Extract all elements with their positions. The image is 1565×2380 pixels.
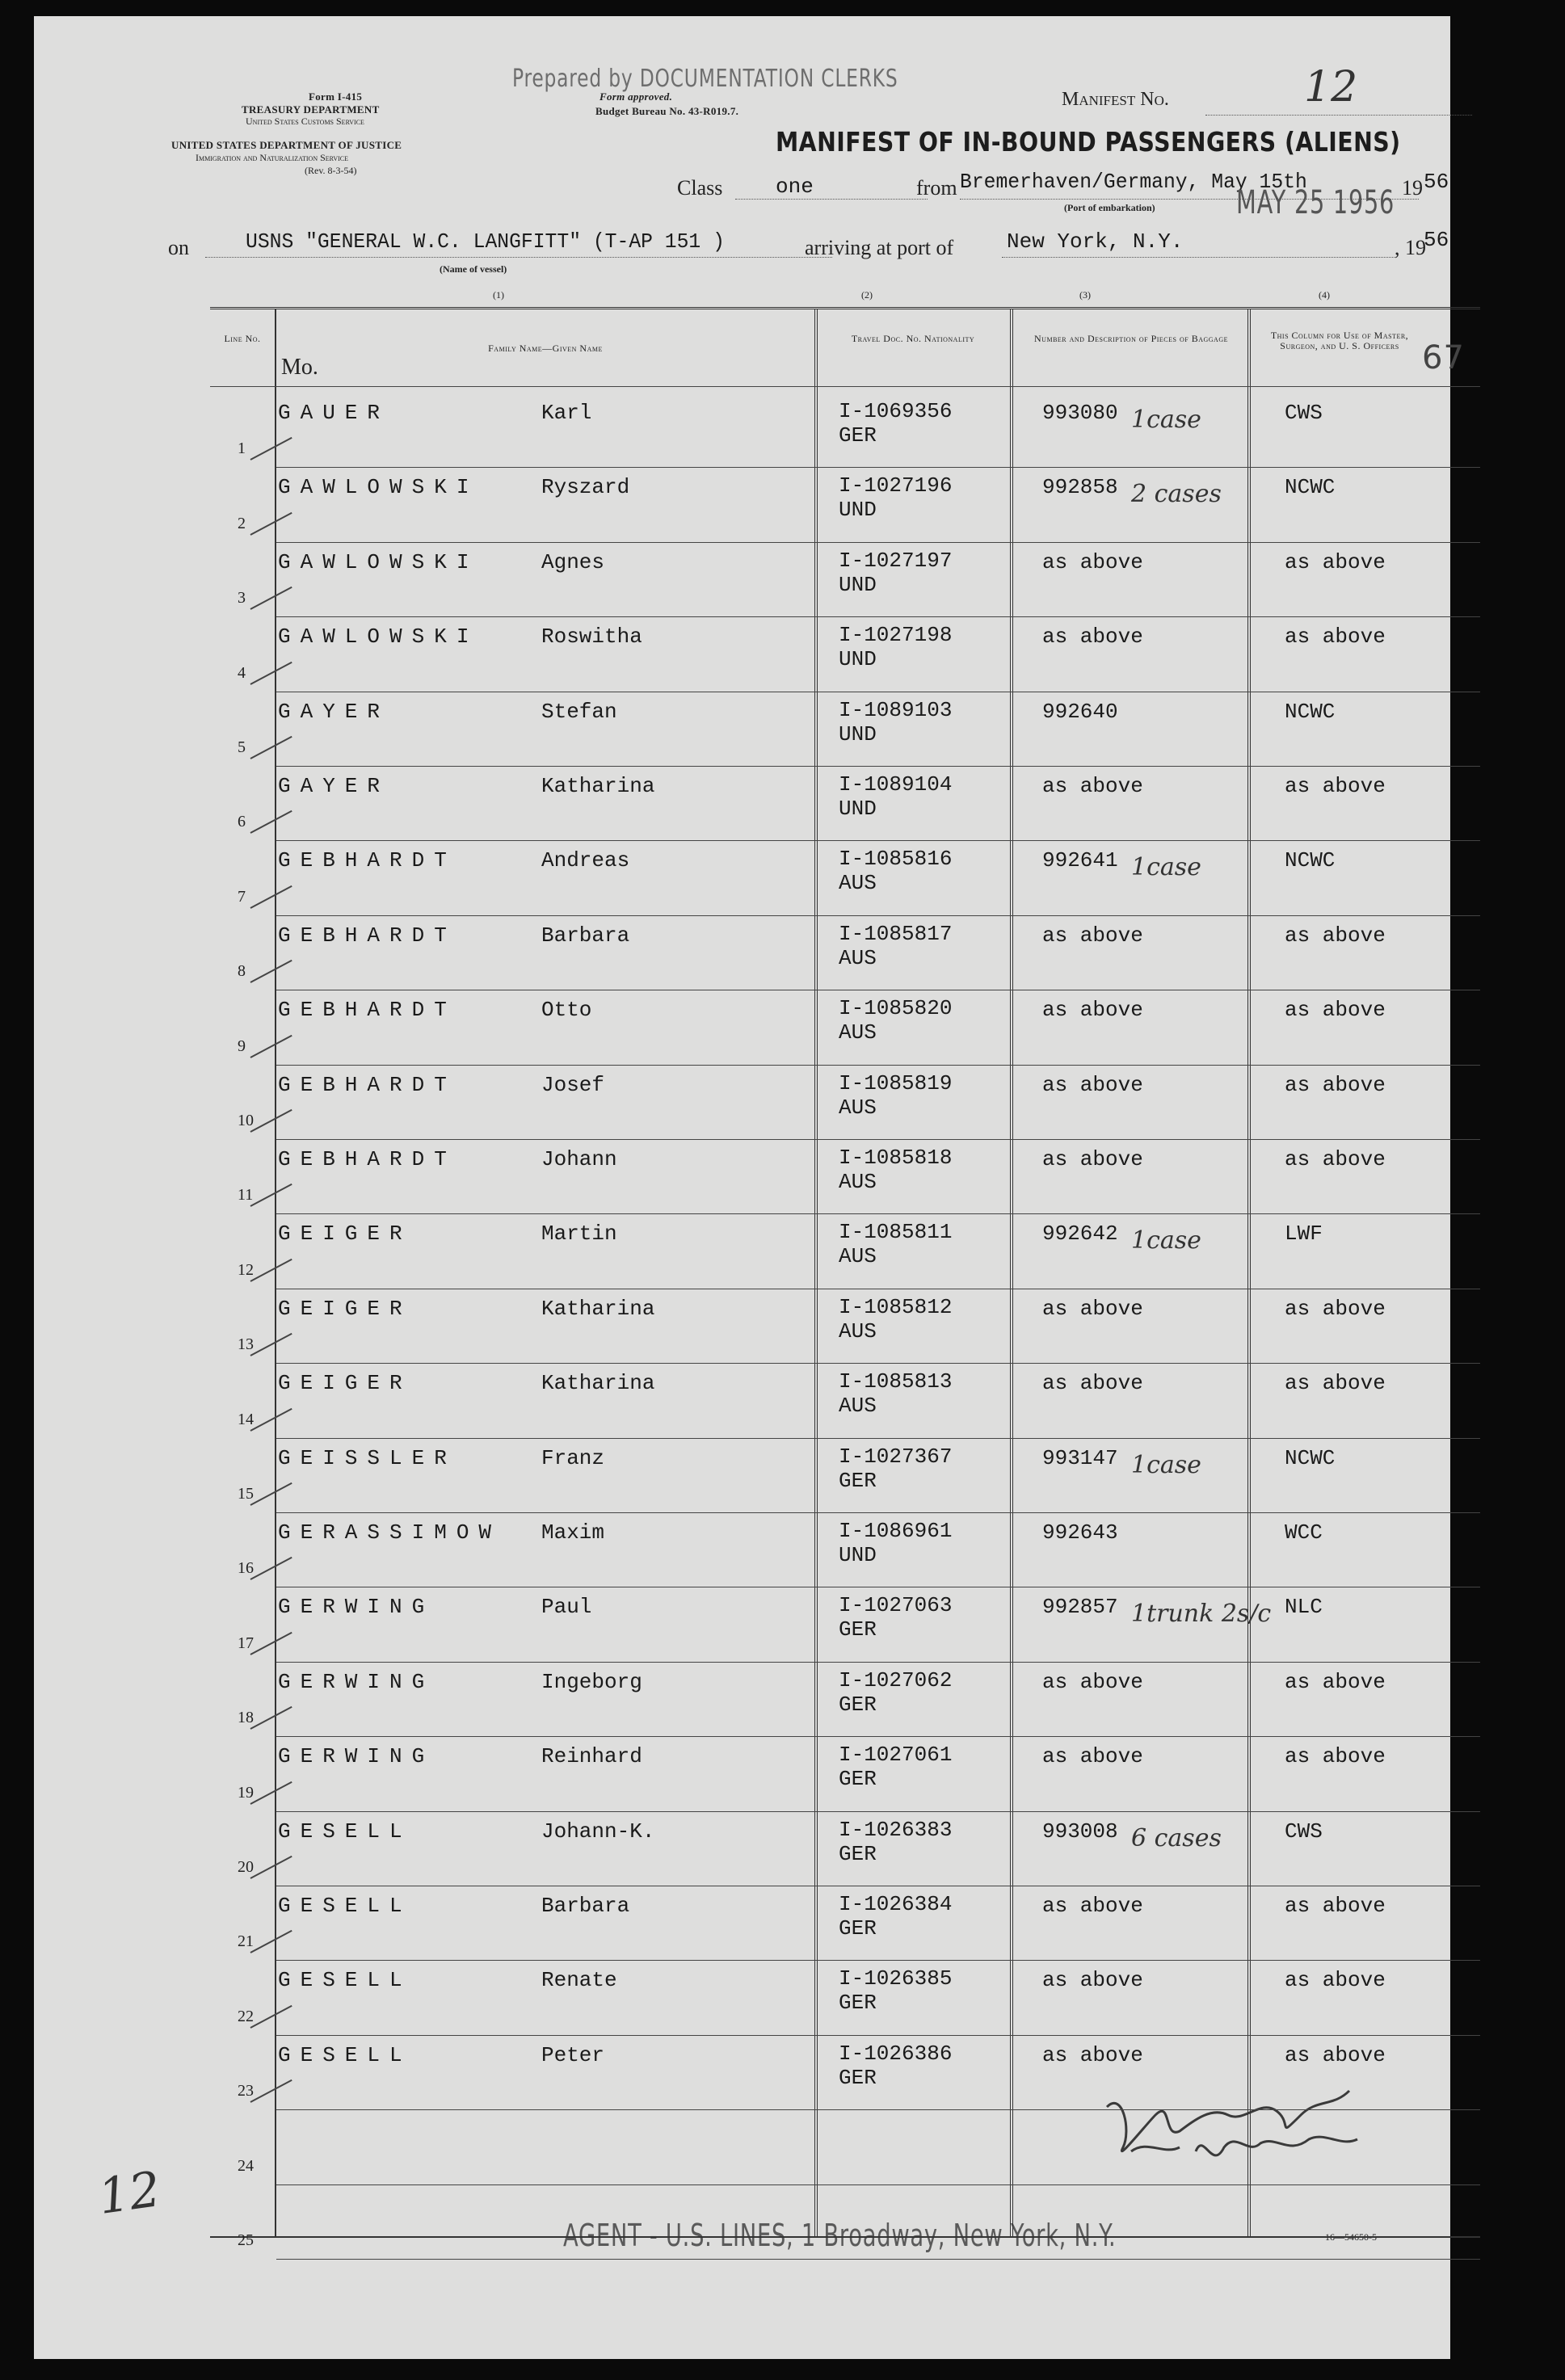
- header-travel-doc: Travel Doc. No. Nationality: [851, 333, 975, 344]
- line-number: 19: [238, 1783, 254, 1802]
- table-row: [210, 766, 1480, 840]
- line-number: 6: [238, 813, 246, 831]
- arriving-label: arriving at port of: [805, 236, 954, 259]
- baggage-description: as above: [1042, 1147, 1143, 1171]
- nationality: UND: [839, 647, 877, 672]
- baggage-description: 993008: [1042, 1819, 1118, 1844]
- class-underline: [735, 199, 928, 200]
- column-number-3: (3): [1079, 289, 1091, 301]
- header-family-given-name: Family Name—Given Name: [488, 343, 603, 354]
- family-name: GESELL: [278, 2042, 412, 2067]
- family-name: GEBHARDT: [278, 923, 456, 948]
- nationality: UND: [839, 1543, 877, 1567]
- family-name: GEBHARDT: [278, 998, 456, 1023]
- check-mark: [250, 661, 292, 684]
- nationality: AUS: [839, 1020, 877, 1045]
- table-row: [210, 1811, 1480, 1886]
- given-name: Johann: [541, 1147, 617, 1171]
- travel-doc-number: I-1027367: [839, 1444, 953, 1469]
- baggage-description: as above: [1042, 774, 1143, 798]
- prepared-by-stamp: Prepared by DOCUMENTATION CLERKS: [512, 65, 898, 93]
- given-name: Josef: [541, 1072, 605, 1097]
- nationality: GER: [839, 423, 877, 448]
- table-row: [210, 1587, 1480, 1661]
- table-row: [210, 2035, 1480, 2109]
- family-name: GERASSIMOW: [278, 1520, 502, 1545]
- family-name: GERWING: [278, 1669, 435, 1694]
- row-rule: [276, 2259, 1480, 2260]
- vessel-caption: (Name of vessel): [440, 263, 507, 275]
- line-number: 21: [238, 1932, 254, 1951]
- table-row: [210, 2184, 1480, 2259]
- travel-doc-number: I-1027196: [839, 473, 953, 498]
- baggage-description: as above: [1042, 1894, 1143, 1918]
- family-name: GESELL: [278, 1894, 412, 1918]
- officer-note: as above: [1285, 998, 1386, 1023]
- baggage-description: as above: [1042, 998, 1143, 1023]
- table-row: [210, 616, 1480, 691]
- line-number: 15: [238, 1484, 254, 1503]
- baggage-note: 2 cases: [1131, 480, 1222, 509]
- baggage-note: 1case: [1131, 853, 1201, 882]
- check-mark: [250, 736, 292, 759]
- travel-doc-number: I-1026386: [839, 2041, 953, 2066]
- table-row: [210, 915, 1480, 990]
- nationality: AUS: [839, 1394, 877, 1419]
- form-approved: Form approved.: [599, 90, 673, 103]
- table-row: [210, 2109, 1480, 2184]
- officer-note: NCWC: [1285, 699, 1336, 724]
- baggage-description: 992642: [1042, 1222, 1118, 1247]
- line-number: 5: [238, 738, 246, 756]
- check-mark: [250, 1034, 292, 1058]
- table-row: [210, 1363, 1480, 1437]
- given-name: Ingeborg: [541, 1669, 642, 1694]
- year-value-2: 56: [1424, 228, 1449, 252]
- revision-date: (Rev. 8-3-54): [305, 165, 357, 176]
- officer-note: as above: [1285, 624, 1386, 650]
- table-row: [210, 1736, 1480, 1810]
- given-name: Franz: [541, 1445, 605, 1470]
- family-name: GEBHARDT: [278, 1147, 456, 1171]
- travel-doc-number: I-1069356: [839, 399, 953, 423]
- family-name: GAWLOWSKI: [278, 624, 479, 650]
- family-name: GERWING: [278, 1744, 435, 1769]
- baggage-description: as above: [1042, 1072, 1143, 1097]
- year-value-1: 56: [1424, 170, 1449, 194]
- travel-doc-number: I-1085820: [839, 996, 953, 1021]
- given-name: Paul: [541, 1595, 592, 1620]
- nationality: GER: [839, 1468, 877, 1493]
- manifest-table: [210, 307, 1480, 2249]
- manifest-no-label: Manifest No.: [1062, 89, 1169, 110]
- justice-department: UNITED STATES DEPARTMENT OF JUSTICE: [171, 139, 402, 151]
- family-name: GEIGER: [278, 1222, 412, 1247]
- baggage-description: as above: [1042, 549, 1143, 574]
- travel-doc-number: I-1027061: [839, 1743, 953, 1768]
- check-mark: [250, 2005, 292, 2029]
- baggage-description: as above: [1042, 1296, 1143, 1321]
- family-name: GEBHARDT: [278, 848, 456, 873]
- from-label: from: [916, 176, 957, 200]
- check-mark: [250, 1632, 292, 1655]
- baggage-description: as above: [1042, 1968, 1143, 1993]
- line-number: 8: [238, 962, 246, 981]
- line-number: 1: [238, 439, 246, 458]
- year-prefix-1: 19: [1402, 176, 1423, 200]
- line-number: 25: [238, 2231, 254, 2249]
- table-row: [210, 990, 1480, 1064]
- baggage-description: 992643: [1042, 1520, 1118, 1545]
- check-mark: [250, 1781, 292, 1804]
- officer-note: as above: [1285, 1894, 1386, 1918]
- line-number: 7: [238, 887, 246, 906]
- table-row: [210, 1289, 1480, 1363]
- table-row: [210, 1886, 1480, 1960]
- travel-doc-number: I-1089104: [839, 772, 953, 797]
- nationality: AUS: [839, 871, 877, 896]
- nationality: AUS: [839, 1095, 877, 1120]
- officer-note: as above: [1285, 1669, 1386, 1694]
- line-number: 3: [238, 589, 246, 608]
- embarkation-port: Bremerhaven/Germany, May 15th: [960, 170, 1307, 194]
- nationality: AUS: [839, 1318, 877, 1343]
- manifest-no-underline: [1205, 115, 1472, 116]
- given-name: Stefan: [541, 699, 617, 724]
- travel-doc-number: I-1085817: [839, 921, 953, 946]
- table-row: [210, 840, 1480, 915]
- check-mark: [250, 1407, 292, 1431]
- check-mark: [250, 1557, 292, 1580]
- officer-note: as above: [1285, 2042, 1386, 2067]
- nationality: GER: [839, 1841, 877, 1866]
- line-number: 23: [238, 2082, 254, 2100]
- officer-note: NLC: [1285, 1595, 1323, 1620]
- form-code: 16—54650-5: [1325, 2231, 1377, 2243]
- officer-note: as above: [1285, 1371, 1386, 1396]
- given-name: Barbara: [541, 923, 630, 948]
- nationality: GER: [839, 1617, 877, 1642]
- officer-note: WCC: [1285, 1520, 1323, 1545]
- baggage-note: 1case: [1131, 1450, 1201, 1479]
- given-name: Renate: [541, 1968, 617, 1993]
- family-name: GAUER: [278, 401, 390, 425]
- nationality: UND: [839, 721, 877, 746]
- family-name: GESELL: [278, 1968, 412, 1993]
- nationality: AUS: [839, 1170, 877, 1194]
- header-line-no: Line No.: [224, 333, 261, 344]
- check-mark: [250, 810, 292, 834]
- nationality: UND: [839, 797, 877, 821]
- table-row: [210, 1512, 1480, 1587]
- family-name: GEIGER: [278, 1296, 412, 1321]
- column-number-4: (4): [1319, 289, 1330, 301]
- officer-note: as above: [1285, 1968, 1386, 1993]
- baggage-note: 1case: [1131, 1226, 1201, 1255]
- line-number: 10: [238, 1111, 254, 1129]
- table-row: [210, 692, 1480, 766]
- baggage-description: 992640: [1042, 699, 1118, 724]
- nationality: AUS: [839, 945, 877, 970]
- travel-doc-number: I-1089103: [839, 697, 953, 722]
- travel-doc-number: I-1027198: [839, 623, 953, 648]
- baggage-description: as above: [1042, 624, 1143, 650]
- travel-doc-number: I-1026384: [839, 1892, 953, 1916]
- treasury-department: TREASURY DEPARTMENT: [242, 103, 380, 116]
- check-mark: [250, 1856, 292, 1879]
- page-number: 67: [1422, 339, 1465, 376]
- travel-doc-number: I-1086961: [839, 1519, 953, 1543]
- check-mark: [250, 1482, 292, 1506]
- vessel-underline: [205, 257, 832, 258]
- table-row: [210, 467, 1480, 541]
- nationality: AUS: [839, 1244, 877, 1269]
- check-mark: [250, 885, 292, 909]
- line-number: 2: [238, 514, 246, 532]
- check-mark: [250, 587, 292, 610]
- given-name: Katharina: [541, 1371, 655, 1396]
- officer-note: as above: [1285, 1072, 1386, 1097]
- class-label: Class: [677, 176, 723, 200]
- travel-doc-number: I-1085811: [839, 1220, 953, 1245]
- budget-bureau: Budget Bureau No. 43-R019.7.: [595, 105, 739, 117]
- check-mark: [250, 2079, 292, 2103]
- family-name: GEISSLER: [278, 1445, 456, 1470]
- customs-service: United States Customs Service: [246, 116, 364, 127]
- given-name: Karl: [541, 401, 592, 425]
- officer-note: as above: [1285, 1296, 1386, 1321]
- date-stamp: MAY 25 1956: [1236, 184, 1395, 221]
- table-row: [210, 1960, 1480, 2034]
- check-mark: [250, 437, 292, 460]
- officer-note: as above: [1285, 923, 1386, 948]
- officer-note: LWF: [1285, 1222, 1323, 1247]
- header-baggage: Number and Description of Pieces of Baggage: [1034, 333, 1228, 344]
- agent-stamp: AGENT - U.S. LINES, 1 Broadway, New York, N.Y.: [563, 2218, 1117, 2253]
- nationality: GER: [839, 1991, 877, 2016]
- table-row: [210, 1065, 1480, 1139]
- column-number-2: (2): [861, 289, 873, 301]
- given-name: Katharina: [541, 1296, 655, 1321]
- line-number: 4: [238, 663, 246, 682]
- immigration-service: Immigration and Naturalization Service: [196, 152, 349, 163]
- arrival-underline: [1002, 257, 1396, 258]
- nationality: GER: [839, 2065, 877, 2090]
- table-row: [210, 542, 1480, 616]
- manifest-page: [34, 16, 1465, 2359]
- margin-note: 12: [95, 2161, 164, 2226]
- officer-note: CWS: [1285, 401, 1323, 425]
- nationality: GER: [839, 1692, 877, 1717]
- arrival-port: New York, N.Y.: [1007, 229, 1184, 254]
- baggage-description: as above: [1042, 2042, 1143, 2067]
- line-number: 24: [238, 2156, 254, 2175]
- given-name: Johann-K.: [541, 1819, 655, 1844]
- manifest-no-value: 12: [1304, 63, 1358, 111]
- baggage-description: 993080: [1042, 401, 1118, 425]
- officer-note: as above: [1285, 1147, 1386, 1171]
- given-name: Roswitha: [541, 624, 642, 650]
- travel-doc-number: I-1026385: [839, 1966, 953, 1991]
- travel-doc-number: I-1085818: [839, 1146, 953, 1170]
- class-value: one: [776, 175, 814, 199]
- line-number: 16: [238, 1559, 254, 1578]
- baggage-description: 992858: [1042, 475, 1118, 500]
- travel-doc-number: I-1027062: [839, 1667, 953, 1692]
- family-name: GAYER: [278, 774, 390, 798]
- nationality: UND: [839, 572, 877, 597]
- given-name: Peter: [541, 2042, 605, 2067]
- baggage-description: as above: [1042, 923, 1143, 948]
- given-name: Barbara: [541, 1894, 630, 1918]
- officer-note: CWS: [1285, 1819, 1323, 1844]
- line-number: 11: [238, 1186, 254, 1205]
- check-mark: [250, 1333, 292, 1356]
- travel-doc-number: I-1026383: [839, 1817, 953, 1842]
- family-name: GAWLOWSKI: [278, 475, 479, 500]
- line-number: 9: [238, 1037, 246, 1055]
- on-label: on: [168, 236, 189, 259]
- table-row: [210, 1213, 1480, 1288]
- check-mark: [250, 1259, 292, 1282]
- vessel-name: USNS "GENERAL W.C. LANGFITT" (T-AP 151 ): [246, 229, 725, 254]
- family-name: GERWING: [278, 1595, 435, 1620]
- table-row: [210, 393, 1480, 467]
- given-name: Agnes: [541, 549, 605, 574]
- travel-doc-number: I-1027197: [839, 548, 953, 573]
- form-number: Form I-415: [309, 90, 363, 103]
- travel-doc-number: I-1085813: [839, 1369, 953, 1394]
- officer-note: as above: [1285, 549, 1386, 574]
- baggage-description: 993147: [1042, 1445, 1118, 1470]
- manifest-title: MANIFEST OF IN-BOUND PASSENGERS (ALIENS): [776, 126, 1401, 158]
- baggage-note: 1case: [1131, 406, 1201, 434]
- officer-note: as above: [1285, 774, 1386, 798]
- officer-note: as above: [1285, 1744, 1386, 1769]
- travel-doc-number: I-1027063: [839, 1593, 953, 1618]
- given-name: Maxim: [541, 1520, 605, 1545]
- table-row: [210, 1438, 1480, 1512]
- check-mark: [250, 1184, 292, 1207]
- line-number: 20: [238, 1857, 254, 1876]
- family-name: GEBHARDT: [278, 1072, 456, 1097]
- year-prefix-2: , 19: [1395, 236, 1426, 259]
- baggage-description: as above: [1042, 1371, 1143, 1396]
- given-name: Otto: [541, 998, 592, 1023]
- given-name: Katharina: [541, 774, 655, 798]
- baggage-description: as above: [1042, 1744, 1143, 1769]
- check-mark: [250, 512, 292, 536]
- line-number: 18: [238, 1709, 254, 1727]
- check-mark: [250, 1109, 292, 1133]
- given-name: Martin: [541, 1222, 617, 1247]
- table-row: [210, 1662, 1480, 1736]
- line-number: 13: [238, 1335, 254, 1354]
- check-mark: [250, 960, 292, 983]
- baggage-note: 1trunk 2s/c: [1131, 1600, 1272, 1629]
- line-number: 14: [238, 1410, 254, 1428]
- nationality: GER: [839, 1916, 877, 1941]
- nationality: GER: [839, 1767, 877, 1792]
- header-officers: This Column for Use of Master, Surgeon, and U. S. Officers: [1270, 330, 1409, 351]
- family-name: GAWLOWSKI: [278, 549, 479, 574]
- travel-doc-number: I-1085816: [839, 847, 953, 872]
- travel-doc-number: I-1085812: [839, 1294, 953, 1319]
- baggage-description: 992641: [1042, 848, 1118, 873]
- baggage-description: as above: [1042, 1669, 1143, 1694]
- table-row: [210, 1139, 1480, 1213]
- travel-doc-number: I-1085819: [839, 1070, 953, 1095]
- given-name: Andreas: [541, 848, 630, 873]
- nationality: UND: [839, 498, 877, 523]
- officer-note: NCWC: [1285, 1445, 1336, 1470]
- baggage-description: 992857: [1042, 1595, 1118, 1620]
- line-number: 12: [238, 1260, 254, 1279]
- check-mark: [250, 1706, 292, 1730]
- family-name: GESELL: [278, 1819, 412, 1844]
- given-name: Ryszard: [541, 475, 630, 500]
- mo-note: Mo.: [281, 355, 318, 380]
- header-rule: [210, 386, 1480, 387]
- officer-note: NCWC: [1285, 848, 1336, 873]
- column-number-1: (1): [493, 289, 504, 301]
- family-name: GEIGER: [278, 1371, 412, 1396]
- port-embark-caption: (Port of embarkation): [1064, 202, 1155, 213]
- officer-note: NCWC: [1285, 475, 1336, 500]
- line-number: 22: [238, 2007, 254, 2025]
- family-name: GAYER: [278, 699, 390, 724]
- given-name: Reinhard: [541, 1744, 642, 1769]
- check-mark: [250, 1930, 292, 1953]
- line-number: 17: [238, 1634, 254, 1652]
- baggage-note: 6 cases: [1131, 1823, 1222, 1852]
